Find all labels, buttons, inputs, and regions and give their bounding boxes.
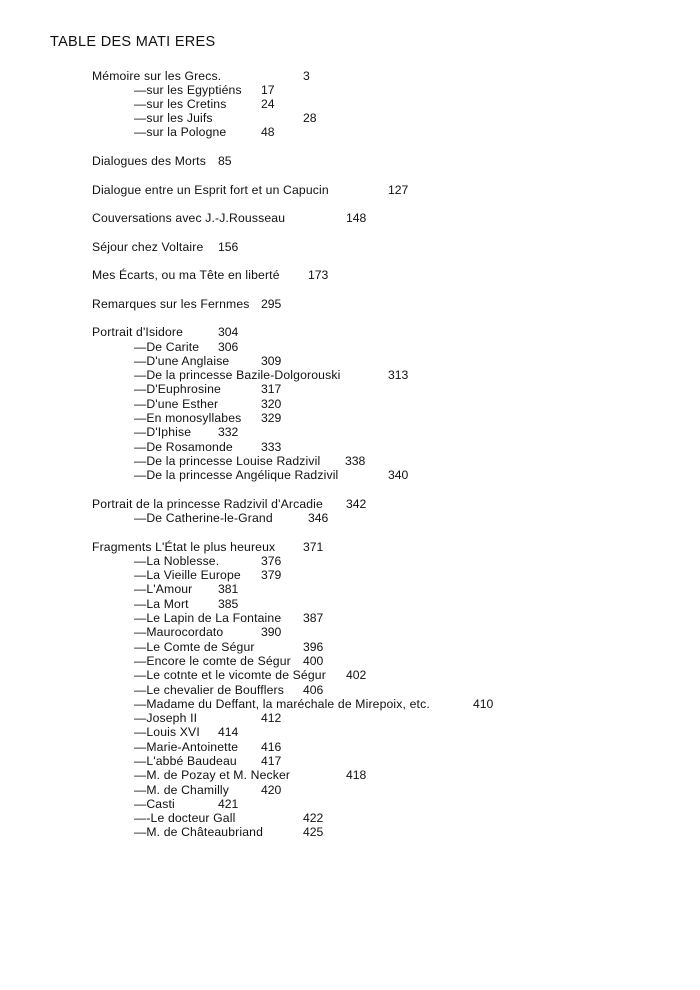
toc-entry-page: 3 — [303, 69, 310, 83]
toc-entry-title: Dialogues des Morts — [92, 154, 206, 168]
toc-entry-title: —Le chevalier de Boufflers — [134, 683, 285, 697]
toc-entry-page: 396 — [303, 640, 324, 654]
toc-entry-title: —De la princesse Bazile-Dolgorouski — [134, 368, 341, 382]
toc-entry-title: —Casti — [134, 797, 175, 811]
toc-entry-page: 313 — [388, 368, 409, 382]
toc-entry-page: 400 — [303, 654, 324, 668]
toc-entry-page: 28 — [303, 111, 317, 125]
toc-entry-title: —-Le docteur Gall — [134, 811, 236, 825]
toc-entry-title: Mémoire sur les Grecs. — [92, 69, 222, 83]
toc-entry-page: 304 — [218, 325, 239, 339]
toc-entry-page: 376 — [261, 554, 282, 568]
toc-entry-page: 417 — [261, 754, 282, 768]
page-title: TABLE DES MATI ERES — [50, 34, 216, 50]
toc-entry-page: 421 — [218, 797, 239, 811]
toc-entry-page: 418 — [346, 768, 367, 782]
toc-entry-page: 346 — [308, 511, 329, 525]
toc-entry-title: —L'Amour — [134, 582, 193, 596]
toc-entry-title: —Joseph II — [134, 711, 198, 725]
toc-entry-title: —La Noblesse. — [134, 554, 220, 568]
toc-entry-page: 406 — [303, 683, 324, 697]
toc-entry-title: —De Catherine-le-Grand — [134, 511, 273, 525]
toc-entry-title: —L'abbé Baudeau — [134, 754, 237, 768]
toc-entry-title: —M. de Chamilly — [134, 783, 230, 797]
toc-entry-title: Séjour chez Voltaire — [92, 240, 204, 254]
toc-entry-page: 17 — [261, 83, 275, 97]
toc-entry-title: —sur les Egyptiéns — [134, 83, 242, 97]
toc-entry-page: 390 — [261, 625, 282, 639]
toc-entry-page: 412 — [261, 711, 282, 725]
toc-entry-page: 156 — [218, 240, 239, 254]
toc-entry-page: 24 — [261, 97, 275, 111]
toc-entry-page: 127 — [388, 183, 409, 197]
toc-entry-page: 338 — [345, 454, 366, 468]
toc-entry-title: —D'une Esther — [134, 397, 219, 411]
toc-entry-title: —M. de Châteaubriand — [134, 825, 264, 839]
toc-entry-page: 332 — [218, 425, 239, 439]
toc-entry-page: 329 — [261, 411, 282, 425]
toc-entry-page: 85 — [218, 154, 232, 168]
toc-entry-title: Mes Écarts, ou ma Tête en liberté — [92, 268, 280, 282]
toc-entry-title: —De Carite — [134, 340, 200, 354]
toc-entry-title: —De Rosamonde — [134, 440, 233, 454]
toc-entry-title: Dialogue entre un Esprit fort et un Capucin — [92, 183, 329, 197]
toc-entry-title: Couversations avec J.-J.Rousseau — [92, 211, 286, 225]
toc-entry-page: 420 — [261, 783, 282, 797]
toc-entry-title: —sur les Juifs — [134, 111, 213, 125]
toc-entry-page: 402 — [346, 668, 367, 682]
toc-entry-page: 333 — [261, 440, 282, 454]
toc-entry-page: 410 — [473, 697, 494, 711]
toc-entry-title: —Encore le comte de Ségur — [134, 654, 291, 668]
toc-entry-title: —sur la Pologne — [134, 125, 227, 139]
toc-entry-page: 385 — [218, 597, 239, 611]
toc-entry-title: —Le cotnte et le vicomte de Ségur — [134, 668, 326, 682]
toc-entry-title: Remarques sur les Fernmes — [92, 297, 250, 311]
toc-entry-title: —La Mort — [134, 597, 189, 611]
toc-entry-title: —En monosyllabes — [134, 411, 242, 425]
toc-entry-page: 173 — [308, 268, 329, 282]
toc-entry-page: 379 — [261, 568, 282, 582]
toc-entry-title: —De la princesse Angélique Radzivil — [134, 468, 339, 482]
toc-entry-page: 342 — [346, 497, 367, 511]
toc-entry-page: 148 — [346, 211, 367, 225]
toc-entry-page: 317 — [261, 382, 282, 396]
toc-entry-title: —D'Iphise — [134, 425, 192, 439]
toc-entry-page: 381 — [218, 582, 239, 596]
toc-entry-title: —sur les Cretins — [134, 97, 227, 111]
toc-entry-page: 306 — [218, 340, 239, 354]
toc-entry-title: —Maurocordato — [134, 625, 224, 639]
toc-entry-page: 425 — [303, 825, 324, 839]
toc-entry-title: —Le Lapin de La Fontaine — [134, 611, 282, 625]
toc-entry-title: —De la princesse Louise Radzivil — [134, 454, 321, 468]
toc-entry-title: —Marie-Antoinette — [134, 740, 239, 754]
toc-entry-page: 295 — [261, 297, 282, 311]
toc-entry-title: —M. de Pozay et M. Necker — [134, 768, 291, 782]
toc-entry-page: 416 — [261, 740, 282, 754]
toc-entry-title: Portrait d'Isidore — [92, 325, 184, 339]
toc-entry-title: —Le Comte de Ségur — [134, 640, 255, 654]
toc-entry-title: —La Vieille Europe — [134, 568, 241, 582]
toc-entry-title: —Louis XVI — [134, 725, 200, 739]
toc-entry-title: Portrait de la princesse Radzivil d'Arcadie — [92, 497, 323, 511]
toc-entry-page: 320 — [261, 397, 282, 411]
toc-entry-page: 309 — [261, 354, 282, 368]
toc-entry-page: 387 — [303, 611, 324, 625]
toc-entry-page: 414 — [218, 725, 239, 739]
toc-entry-title: —D'Euphrosine — [134, 382, 221, 396]
toc-entry-page: 422 — [303, 811, 324, 825]
toc-entry-page: 48 — [261, 125, 275, 139]
toc-entry-page: 371 — [303, 540, 324, 554]
toc-entry-title: —Madame du Deffant, la maréchale de Mirepoix, etc. — [134, 697, 430, 711]
toc-entry-title: Fragments L'État le plus heureux — [92, 540, 276, 554]
toc-entry-title: —D'une Anglaise — [134, 354, 230, 368]
toc-entry-page: 340 — [388, 468, 409, 482]
